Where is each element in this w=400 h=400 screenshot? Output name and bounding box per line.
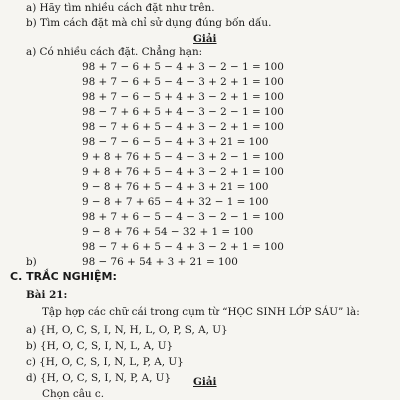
equation-line: 9 − 8 + 76 + 54 − 32 + 1 = 100 <box>82 226 254 238</box>
answer-b-equation: 98 − 76 + 54 + 3 + 21 = 100 <box>82 256 238 268</box>
item-b: b) Tìm cách đặt mà chỉ sử dụng đúng bốn dấu. <box>26 17 272 29</box>
equation-line: 9 − 8 + 76 + 5 − 4 + 3 + 21 = 100 <box>82 181 269 193</box>
equation-line: 98 + 7 + 6 − 5 − 4 − 3 − 2 − 1 = 100 <box>82 211 284 223</box>
equation-line: 9 + 8 + 76 + 5 − 4 + 3 − 2 + 1 = 100 <box>82 166 284 178</box>
answer-b-label: b) <box>26 256 37 268</box>
problem-text: Tập hợp các chữ cái trong cụm từ “HỌC SINH LỚP SÁU” là: <box>42 306 360 318</box>
solution-heading-1: Giải <box>193 33 217 45</box>
equation-line: 98 + 7 − 6 + 5 − 4 + 3 − 2 − 1 = 100 <box>82 61 284 73</box>
option-c: c) {H, O, C, S, I, N, L, P, A, U} <box>26 356 184 368</box>
equation-line: 9 + 8 + 76 + 5 − 4 − 3 + 2 − 1 = 100 <box>82 151 284 163</box>
option-b: b) {H, O, C, S, I, N, L, A, U} <box>26 340 174 352</box>
equation-line: 98 − 7 + 6 + 5 − 4 + 3 − 2 + 1 = 100 <box>82 241 284 253</box>
equation-line: 98 − 7 + 6 + 5 − 4 + 3 − 2 + 1 = 100 <box>82 121 284 133</box>
equation-line: 98 − 7 − 6 − 5 − 4 + 3 + 21 = 100 <box>82 136 269 148</box>
answer-a-intro: a) Có nhiều cách đặt. Chẳng hạn: <box>26 46 203 58</box>
solution-heading-2: Giải <box>193 376 217 388</box>
equation-line: 98 + 7 − 6 − 5 + 4 + 3 − 2 + 1 = 100 <box>82 91 284 103</box>
answer-choice: Chọn câu c. <box>42 388 105 400</box>
equation-line: 98 − 7 + 6 + 5 + 4 − 3 − 2 − 1 = 100 <box>82 106 284 118</box>
item-a: a) Hãy tìm nhiều cách đặt như trên. <box>26 2 215 14</box>
equation-line: 9 − 8 + 7 + 65 − 4 + 32 − 1 = 100 <box>82 196 269 208</box>
equation-line: 98 + 7 − 6 + 5 − 4 − 3 + 2 + 1 = 100 <box>82 76 284 88</box>
section-title: C. TRẮC NGHIỆM: <box>10 270 117 283</box>
problem-label: Bài 21: <box>26 289 68 301</box>
option-a: a) {H, O, C, S, I, N, H, L, O, P, S, A, U} <box>26 324 228 336</box>
option-d: d) {H, O, C, S, I, N, P, A, U} <box>26 372 172 384</box>
